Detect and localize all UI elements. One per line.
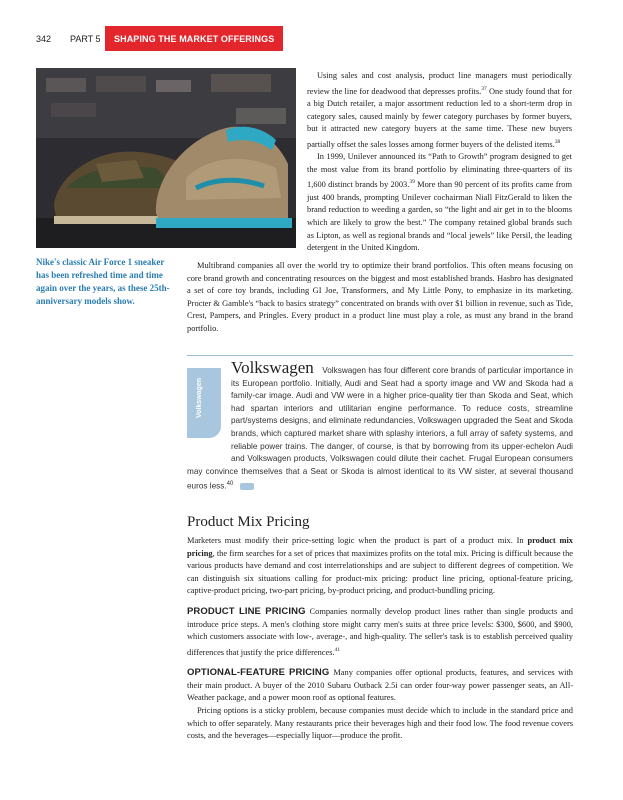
- section-title: Product Mix Pricing: [187, 514, 310, 530]
- paragraph: Marketers must modify their price-setting logic when the product is part of a product mix. In product mix pricing, the firm searches for a set of prices that maximizes profits on the total mix. Pricing is difficult because the various products have demand and cost interrelationships and are subject to different degrees of competition. We can distinguish six situations calling for product-mix pricing: product line pricing, optional-feature pricing, captive-product pricing, two-part pricing, by-product pricing, and product-bundling pricing.: [187, 536, 573, 596]
- case-end-icon: [240, 483, 254, 490]
- sneaker-photo: [36, 68, 296, 248]
- volkswagen-case-box: [187, 355, 573, 496]
- volkswagen-side-tab: Volkswagen: [187, 368, 221, 438]
- part-title: SHAPING THE MARKET OFFERINGS: [114, 34, 275, 44]
- part-label: PART 5: [70, 34, 101, 44]
- volkswagen-title: Volkswagen: [231, 358, 314, 377]
- paragraph: Pricing options is a sticky problem, because companies must decide which to include in the standard price and which to offer separately. Many restaurants price their beverages high and their food low. The food revenue covers costs, and the beverages—especially liquor—produce the profit.: [187, 705, 573, 741]
- subhead-optional-feature: OPTIONAL-FEATURE PRICING: [187, 667, 330, 679]
- page-number: 342: [36, 34, 52, 44]
- paragraph: PRODUCT LINE PRICING Companies normally develop product lines rather than single products and introduce price steps. A men's clothing store might carry men's suits at three price levels: $300, $600, and $900, which customers associate with low-, average-, and high-quality. The seller's task is to establish perceived quality differences that justify the price differences.$^{41}$: [187, 605, 573, 657]
- paragraph: In 1999, Unilever announced its “Path to Growth” program designed to get the most value from its brand portfolio by eliminating three-quarters of its 1,600 distinct brands by 2003.39 More than 90 percent of its profits came from just 400 brands, prompting Unilever cochairman Niall FitzGerald to liken the brand reduction to weeding a garden, so “the light and air get in to the blooms which are likely to grow the best.” The company retained global brands such as Lipton, as well as regional brands and “local jewels” like Persil, the leading detergent in the United Kingdom.: [307, 152, 572, 253]
- page-header: [0, 0, 623, 52]
- sneaker-illustration: [36, 68, 296, 248]
- photo-caption: Nike's classic Air Force 1 sneaker has been refreshed time and time again over the years, as these 25th-anniversary models show.: [36, 257, 170, 306]
- right-column-text: [307, 70, 572, 255]
- section-body: [187, 535, 573, 743]
- paragraph: Using sales and cost analysis, product line managers must periodically review the line for deadwood that depresses profits.$^{37}$ One study found that for a big Dutch retailer, a major assortment reduction led to a short-term drop in category sales, caused mainly by fewer category purchases by former buyers, but it attracted new category buyers at the same time. These new buyers partially offset the sales losses among former buyers of the delisted items.$^{38}$: [307, 71, 572, 149]
- multibrand-paragraph: Multibrand companies all over the world try to optimize their brand portfolios. This often means focusing on core brand growth and concentrating resources on the biggest and most established brands. Hasbro has designated a set of core toy brands, including GI Joe, Transformers, and My Little Pony, to emphasize in its marketing. Procter & Gamble's “back to basics strategy” concentrated on brands with over $1 billion in revenue, such as Tide, Crest, Pampers, and Pringles. Every product in a product line must play a role, as must any brand in the brand portfolio.: [187, 261, 573, 333]
- subhead-product-line: PRODUCT LINE PRICING: [187, 605, 306, 617]
- volkswagen-text: Volkswagen Volkswagen has four different core brands of particular importance in its European portfolio. Initially, Audi and Seat had a sporty image and VW and Skoda had a family-car image. Audi and VW were in a higher price-quality tier than Skoda and Seat, which had spartan interiors and utilitarian engine performance. To reduce costs, streamline part/systems designs, and eliminate redundancies, Volkswagen upgraded the Seat and Skoda brands, which captured market share with splashy interiors, a full array of safety systems, and reliable power trains. The danger, of course, is that by borrowing from its upper-echelon Audi and Volkswagen products, Volkswagen could dilute their cachet. Frugal European consumers may convince themselves that a Seat or Skoda is almost identical to its VW sister, at several thousand euros less.$^{40}$: [187, 358, 573, 492]
- paragraph: OPTIONAL-FEATURE PRICING Many companies offer optional products, features, and services with their main product. A buyer of the 2010 Subaru Outback 2.5i can order four-way power passenger seats, an All-Weather package, and a power moon roof as optional features.: [187, 667, 573, 703]
